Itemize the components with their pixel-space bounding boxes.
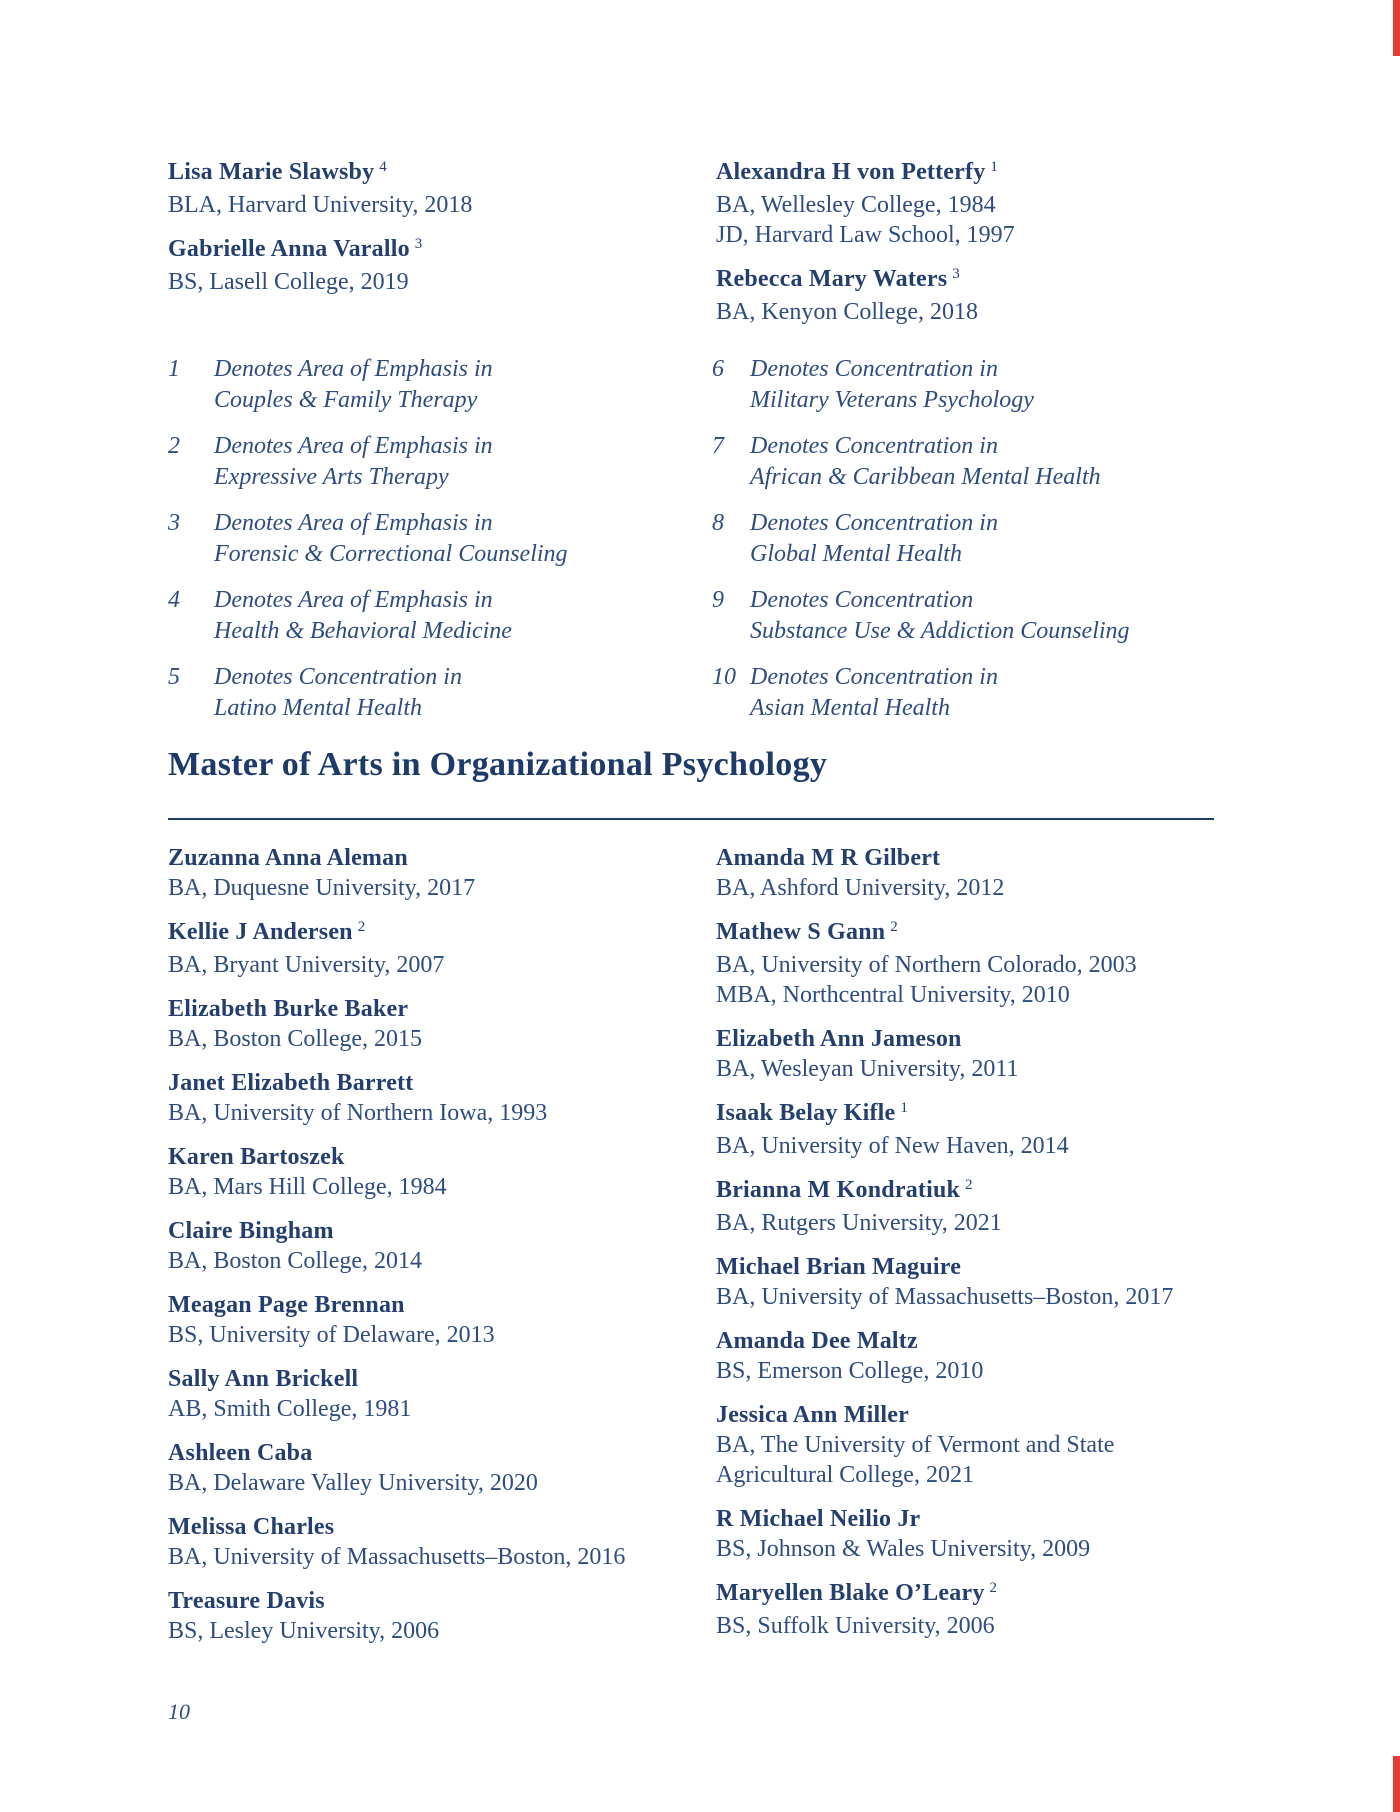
degree-line: BA, Delaware Valley University, 2020 xyxy=(168,1470,538,1496)
footnote-text-line: Forensic & Correctional Counseling xyxy=(214,541,568,567)
footnote-text xyxy=(750,431,1101,493)
emphasis-footnote-marker: 2 xyxy=(965,1177,973,1193)
graduate-entry xyxy=(716,157,1276,250)
footnote-text-line: African & Caribbean Mental Health xyxy=(750,464,1101,490)
degree-line: BA, University of Massachusetts–Boston, 2016 xyxy=(168,1544,626,1570)
graduate-entry xyxy=(168,917,713,980)
degree-line: BA, Boston College, 2014 xyxy=(168,1248,423,1274)
graduate-name: Ashleen Caba xyxy=(168,1440,313,1466)
graduate-entry xyxy=(168,1512,713,1572)
degree-line: BS, Lasell College, 2019 xyxy=(168,269,409,295)
footnote-text-line: Denotes Area of Emphasis in xyxy=(214,356,493,382)
footnote-text xyxy=(750,585,1130,647)
footnote-item xyxy=(168,585,728,647)
graduate-name: Melissa Charles xyxy=(168,1514,335,1540)
graduate-entry xyxy=(716,843,1241,903)
footnote-number: 9 xyxy=(712,587,724,613)
footnote-text xyxy=(750,354,1034,416)
degree-line: BA, Wellesley College, 1984 xyxy=(716,192,996,218)
footnote-text-line: Asian Mental Health xyxy=(750,695,950,721)
footnotes-left-column xyxy=(168,354,728,739)
footnote-text-line: Health & Behavioral Medicine xyxy=(214,618,512,644)
graduate-name: Karen Bartoszek xyxy=(168,1144,345,1170)
emphasis-footnote-marker: 1 xyxy=(990,159,999,175)
graduate-entry xyxy=(168,234,728,297)
footnote-text-line: Latino Mental Health xyxy=(214,695,422,721)
emphasis-footnote-marker: 3 xyxy=(952,266,960,282)
footnote-number: 6 xyxy=(712,356,724,382)
graduate-entry xyxy=(716,1504,1241,1564)
degree-line: BA, The University of Vermont and State xyxy=(716,1432,1115,1458)
footnote-text xyxy=(214,508,568,570)
footnote-item xyxy=(712,585,1272,647)
continued-graduates-right-column xyxy=(716,157,1276,341)
graduate-name: Amanda M R Gilbert xyxy=(716,845,941,871)
degree-line: BS, Lesley University, 2006 xyxy=(168,1618,440,1644)
footnote-text xyxy=(214,354,493,416)
degree-line: MBA, Northcentral University, 2010 xyxy=(716,982,1070,1008)
footnote-number: 1 xyxy=(168,356,180,382)
graduate-entry xyxy=(716,1578,1241,1641)
graduate-entry xyxy=(716,264,1276,327)
graduate-name: Isaak Belay Kifle $^1$ xyxy=(716,1100,909,1126)
graduate-name: Sally Ann Brickell xyxy=(168,1366,359,1392)
section-title-rule xyxy=(168,818,1214,820)
graduate-entry xyxy=(168,1364,713,1424)
degree-line: BA, Rutgers University, 2021 xyxy=(716,1210,1002,1236)
degree-line: BLA, Harvard University, 2018 xyxy=(168,192,473,218)
degree-line: BA, Duquesne University, 2017 xyxy=(168,875,476,901)
footnote-number: 7 xyxy=(712,433,724,459)
graduate-entry xyxy=(716,917,1241,1010)
degree-line: AB, Smith College, 1981 xyxy=(168,1396,412,1422)
page-edge-mark-top xyxy=(1393,0,1400,56)
degree-line: BA, Mars Hill College, 1984 xyxy=(168,1174,447,1200)
footnote-item xyxy=(712,508,1272,570)
graduate-name: Alexandra H von Petterfy $^1$ xyxy=(716,159,999,185)
footnote-item xyxy=(712,354,1272,416)
footnote-text-line: Expressive Arts Therapy xyxy=(214,464,449,490)
footnote-text-line: Couples & Family Therapy xyxy=(214,387,478,413)
degree-line: BA, University of Northern Iowa, 1993 xyxy=(168,1100,548,1126)
footnote-item xyxy=(168,431,728,493)
emphasis-footnote-marker: 1 xyxy=(900,1100,909,1116)
graduate-entry xyxy=(716,1252,1241,1312)
footnote-text-line: Denotes Concentration in xyxy=(750,356,998,382)
footnote-text-line: Denotes Concentration in xyxy=(750,433,998,459)
graduate-entry xyxy=(716,1175,1241,1238)
footnote-text xyxy=(750,508,998,570)
graduates-right-column xyxy=(716,843,1241,1655)
degree-line: BS, Suffolk University, 2006 xyxy=(716,1613,995,1639)
footnote-text-line: Denotes Area of Emphasis in xyxy=(214,587,493,613)
footnote-number: 10 xyxy=(712,664,736,690)
emphasis-footnote-marker: 4 xyxy=(379,159,387,175)
degree-line: BA, University of Northern Colorado, 2003 xyxy=(716,952,1137,978)
footnote-text xyxy=(750,662,998,724)
continued-graduates-left-column xyxy=(168,157,728,311)
footnote-text xyxy=(214,662,462,724)
degree-line: BA, Ashford University, 2012 xyxy=(716,875,1005,901)
graduate-entry xyxy=(168,1438,713,1498)
graduate-name: Elizabeth Burke Baker xyxy=(168,996,409,1022)
footnote-number: 2 xyxy=(168,433,180,459)
emphasis-footnote-marker: 2 xyxy=(357,919,366,935)
degree-line: BA, Kenyon College, 2018 xyxy=(716,299,978,325)
degree-line: Agricultural College, 2021 xyxy=(716,1462,974,1488)
graduate-entry xyxy=(168,1586,713,1646)
graduate-name: Zuzanna Anna Aleman xyxy=(168,845,408,871)
graduate-name: Lisa Marie Slawsby $^4$ xyxy=(168,159,387,185)
degree-line: BS, Emerson College, 2010 xyxy=(716,1358,984,1384)
graduate-entry xyxy=(716,1326,1241,1386)
footnote-text-line: Denotes Area of Emphasis in xyxy=(214,433,493,459)
footnote-item xyxy=(712,662,1272,724)
graduate-name: Rebecca Mary Waters $^3$ xyxy=(716,266,960,292)
footnote-number: 4 xyxy=(168,587,180,613)
graduate-entry xyxy=(168,1216,713,1276)
footnote-text-line: Denotes Concentration xyxy=(750,587,974,613)
footnote-item xyxy=(712,431,1272,493)
footnote-text xyxy=(214,431,493,493)
graduate-name: Meagan Page Brennan xyxy=(168,1292,405,1318)
graduate-entry xyxy=(168,157,728,220)
graduate-name: Claire Bingham xyxy=(168,1218,334,1244)
footnote-number: 8 xyxy=(712,510,724,536)
footnote-text xyxy=(214,585,512,647)
section-title: Master of Arts in Organizational Psychology xyxy=(168,746,828,783)
graduate-name: Treasure Davis xyxy=(168,1588,325,1614)
graduate-name: Mathew S Gann $^2$ xyxy=(716,919,898,945)
graduate-name: Brianna M Kondratiuk $^2$ xyxy=(716,1177,973,1203)
graduate-entry xyxy=(716,1098,1241,1161)
footnote-item xyxy=(168,354,728,416)
degree-line: BS, Johnson & Wales University, 2009 xyxy=(716,1536,1091,1562)
footnote-item xyxy=(168,508,728,570)
degree-line: BS, University of Delaware, 2013 xyxy=(168,1322,495,1348)
graduates-left-column xyxy=(168,843,713,1660)
graduate-name: Michael Brian Maguire xyxy=(716,1254,962,1280)
graduate-name: Amanda Dee Maltz xyxy=(716,1328,918,1354)
degree-line: JD, Harvard Law School, 1997 xyxy=(716,222,1015,248)
graduate-name: Jessica Ann Miller xyxy=(716,1402,909,1428)
graduate-name: Elizabeth Ann Jameson xyxy=(716,1026,962,1052)
page-number: 10 xyxy=(168,1699,190,1724)
graduate-entry xyxy=(168,1068,713,1128)
footnote-text-line: Denotes Concentration in xyxy=(214,664,462,690)
footnote-number: 3 xyxy=(168,510,180,536)
degree-line: BA, University of Massachusetts–Boston, 2017 xyxy=(716,1284,1174,1310)
footnote-text-line: Military Veterans Psychology xyxy=(750,387,1034,413)
footnote-item xyxy=(168,662,728,724)
graduate-name: Janet Elizabeth Barrett xyxy=(168,1070,414,1096)
footnote-number: 5 xyxy=(168,664,180,690)
graduate-entry xyxy=(168,843,713,903)
footnotes-right-column xyxy=(712,354,1272,739)
degree-line: BA, Bryant University, 2007 xyxy=(168,952,445,978)
degree-line: BA, Wesleyan University, 2011 xyxy=(716,1056,1019,1082)
graduate-entry xyxy=(168,994,713,1054)
graduate-entry xyxy=(168,1142,713,1202)
emphasis-footnote-marker: 2 xyxy=(890,919,898,935)
graduate-entry xyxy=(716,1024,1241,1084)
emphasis-footnote-marker: 3 xyxy=(414,236,423,252)
footnote-text-line: Denotes Area of Emphasis in xyxy=(214,510,493,536)
graduate-name: Kellie J Andersen $^2$ xyxy=(168,919,366,945)
page-edge-mark-bottom xyxy=(1393,1756,1400,1812)
emphasis-footnote-marker: 2 xyxy=(989,1580,998,1596)
graduate-entry xyxy=(168,1290,713,1350)
degree-line: BA, University of New Haven, 2014 xyxy=(716,1133,1069,1159)
graduate-name: Maryellen Blake O’Leary $^2$ xyxy=(716,1580,998,1606)
degree-line: BA, Boston College, 2015 xyxy=(168,1026,423,1052)
footnote-text-line: Global Mental Health xyxy=(750,541,962,567)
footnote-text-line: Denotes Concentration in xyxy=(750,510,998,536)
graduate-name: Gabrielle Anna Varallo $^3$ xyxy=(168,236,423,262)
graduate-name: R Michael Neilio Jr xyxy=(716,1506,921,1532)
footnote-text-line: Denotes Concentration in xyxy=(750,664,998,690)
graduate-entry xyxy=(716,1400,1241,1490)
footnote-text-line: Substance Use & Addiction Counseling xyxy=(750,618,1130,644)
